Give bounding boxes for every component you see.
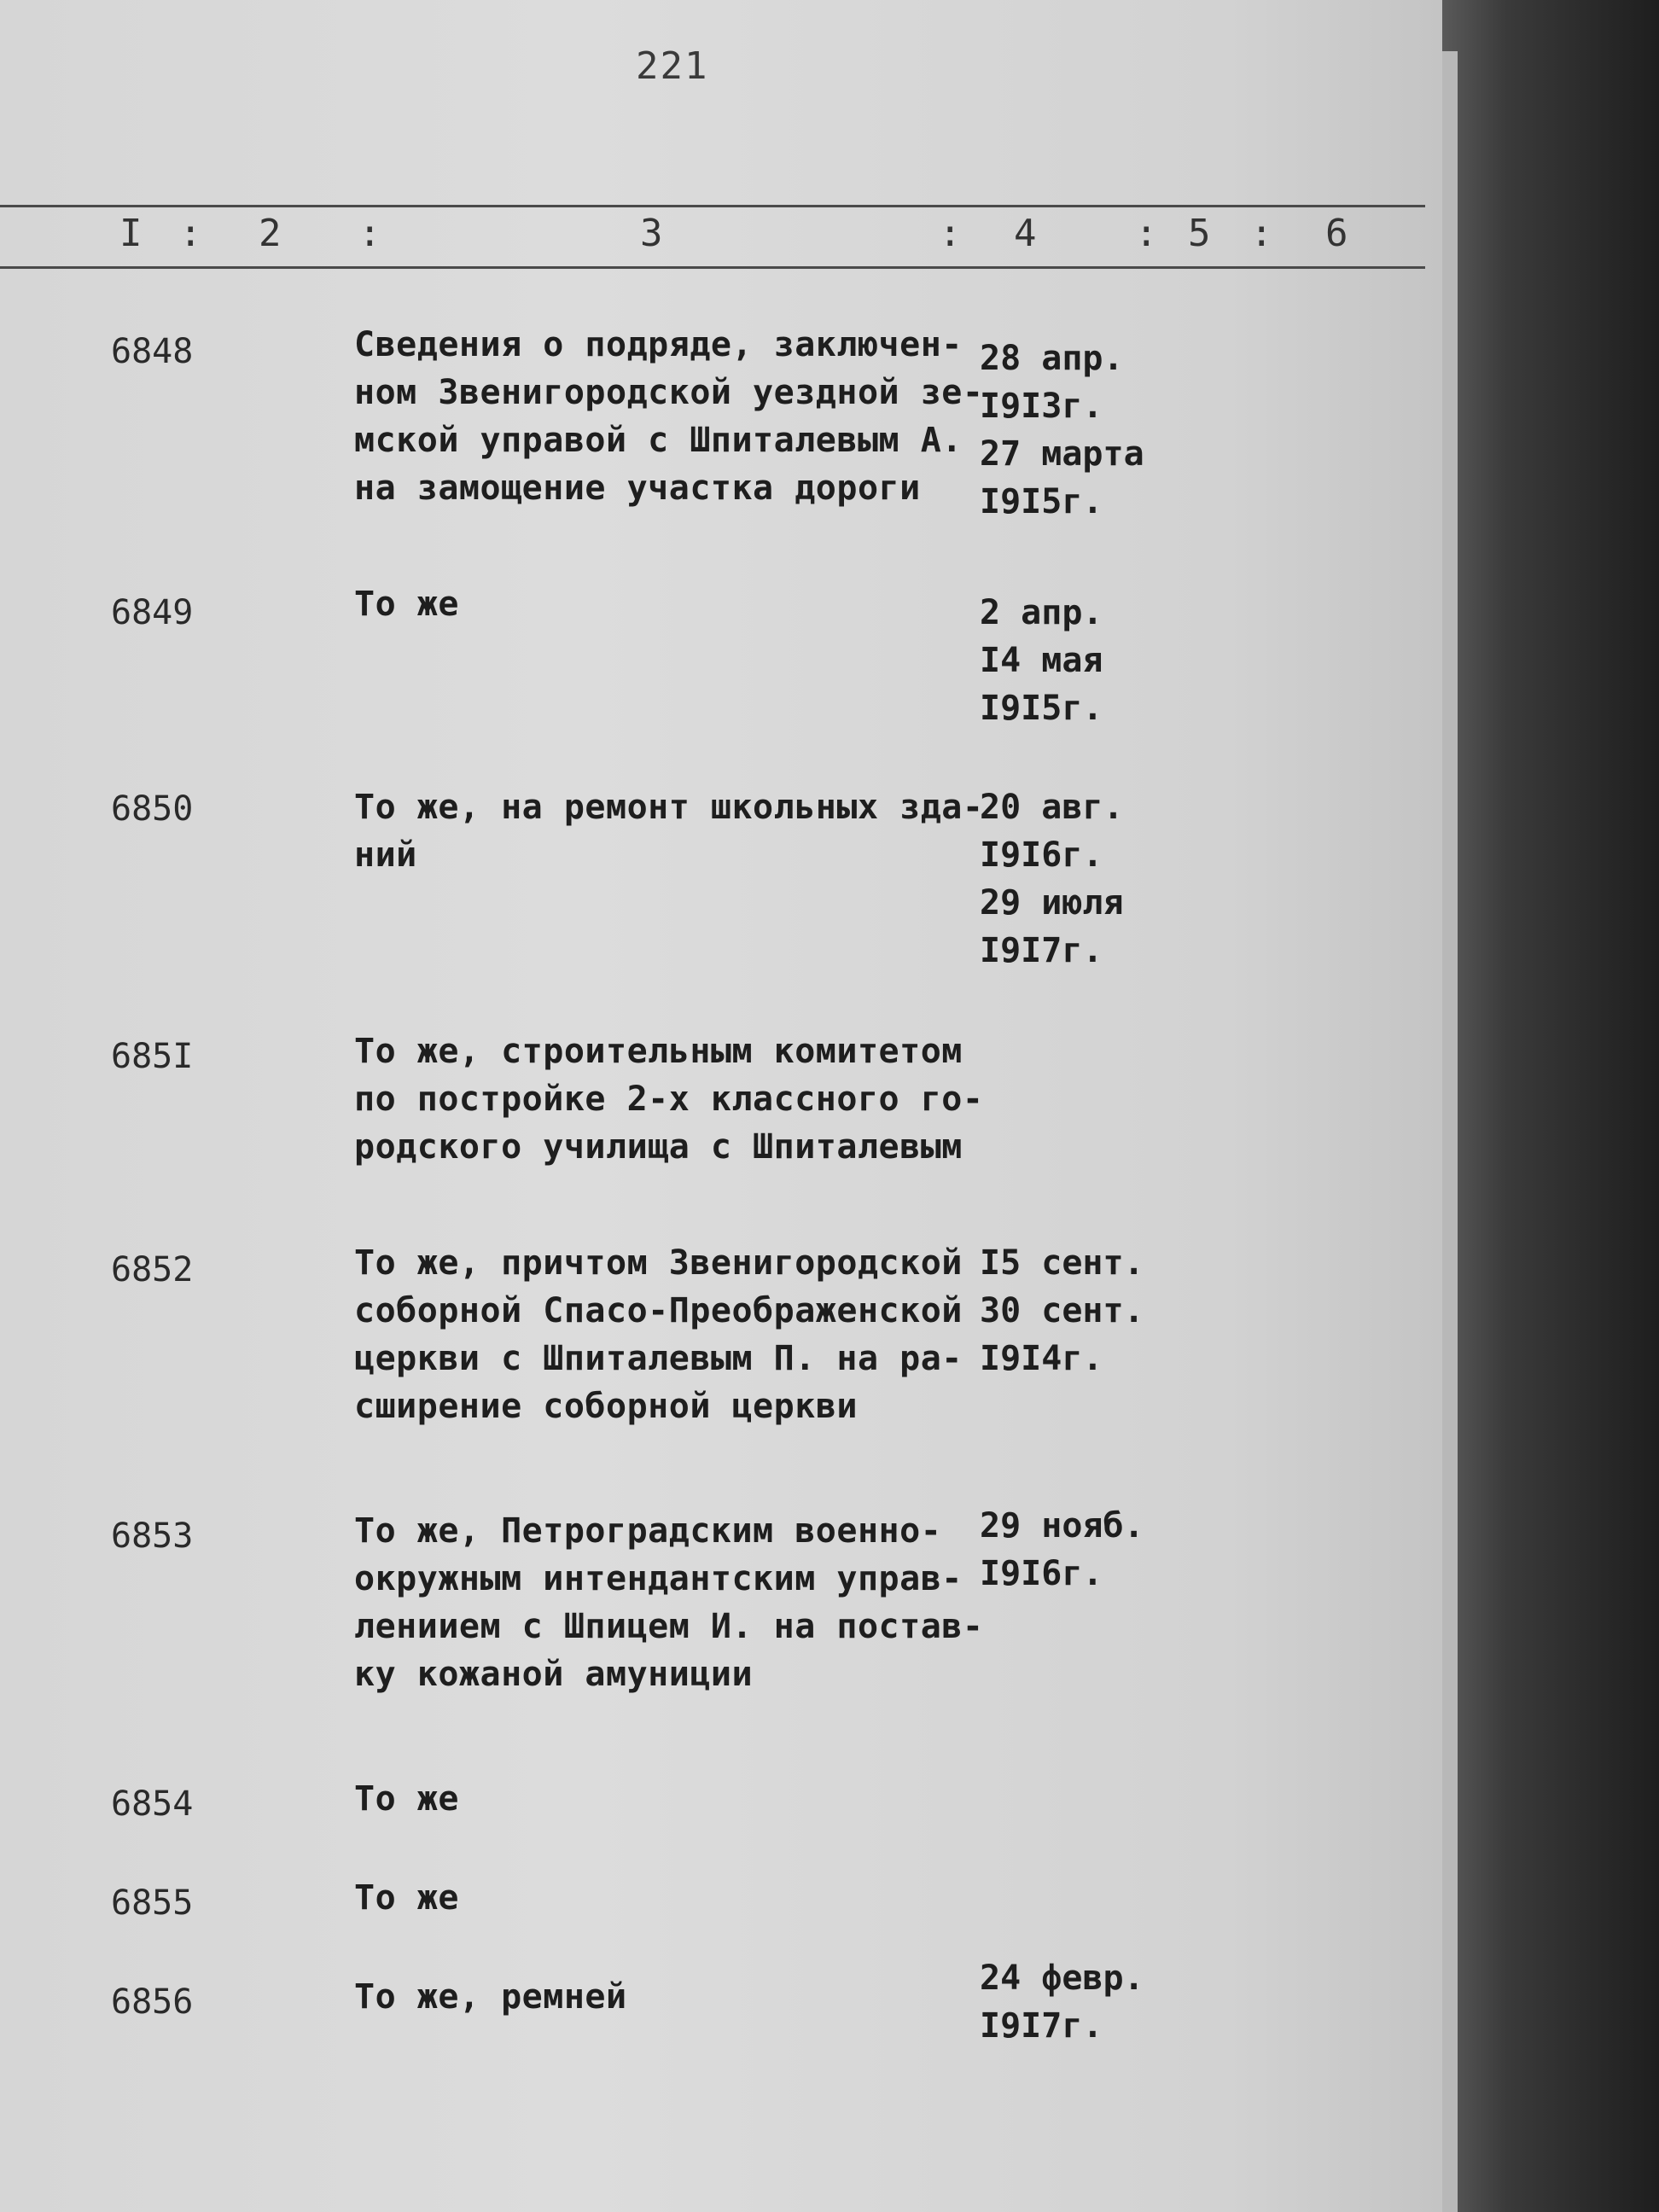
page-shadow-edge	[1442, 0, 1659, 2212]
text-line: 2 апр.	[980, 593, 1103, 632]
entry-dates	[980, 1239, 1144, 1382]
text-line: 30 сент.	[980, 1291, 1144, 1330]
entry-number: 6853	[111, 1516, 194, 1556]
entry-number: 6855	[111, 1883, 194, 1923]
entry-description	[354, 1507, 983, 1698]
entry-number: 6856	[111, 1982, 194, 2022]
text-line: I9I5г.	[980, 689, 1103, 728]
column-header-label: :	[1250, 212, 1273, 255]
text-line: окружным интендантским управ-	[354, 1559, 963, 1598]
header-bottom-rule	[0, 266, 1425, 269]
text-line: То же	[354, 1779, 459, 1819]
entry-description	[354, 783, 983, 879]
page-number: 221	[636, 44, 709, 88]
text-line: мской управой с Шпиталевым А.	[354, 421, 963, 460]
entry-description	[354, 1775, 459, 1823]
text-line: I9I3г.	[980, 387, 1103, 426]
column-header-label: :	[1135, 212, 1158, 255]
text-line: То же, ремней	[354, 1977, 627, 2017]
entry-dates	[980, 335, 1144, 526]
text-line: по постройке 2-х классного го-	[354, 1080, 984, 1119]
text-line: То же, строительным комитетом	[354, 1032, 963, 1071]
page-edge-strip	[1442, 51, 1458, 2212]
entry-description	[354, 580, 459, 628]
text-line: ном Звенигородской уездной зе-	[354, 373, 984, 412]
entry-description	[354, 321, 983, 512]
text-line: То же	[354, 1878, 459, 1918]
column-header-label: I	[119, 212, 143, 255]
text-line: I9I7г.	[980, 931, 1103, 970]
entry-dates	[980, 589, 1103, 732]
entry-description	[354, 1874, 459, 1922]
column-header-label: 5	[1188, 212, 1211, 255]
text-line: 29 нояб.	[980, 1506, 1144, 1545]
column-header-label: :	[358, 212, 381, 255]
entry-description	[354, 1239, 963, 1430]
text-line: 27 марта	[980, 434, 1144, 474]
text-line: 28 апр.	[980, 339, 1124, 378]
column-header-label: 4	[1014, 212, 1037, 255]
column-header-label: 2	[259, 212, 282, 255]
entry-dates	[980, 1502, 1144, 1598]
entry-description	[354, 1027, 983, 1171]
text-line: на замощение участка дороги	[354, 469, 921, 508]
column-header-label: :	[179, 212, 202, 255]
text-line: I9I6г.	[980, 1554, 1103, 1593]
text-line: ний	[354, 835, 417, 875]
text-line: Сведения о подряде, заключен-	[354, 325, 963, 364]
text-line: I4 мая	[980, 641, 1103, 680]
text-line: церкви с Шпиталевым П. на ра-	[354, 1339, 963, 1378]
text-line: I5 сент.	[980, 1243, 1144, 1283]
text-line: ку кожаной амуниции	[354, 1655, 754, 1694]
entry-number: 685I	[111, 1037, 194, 1076]
entry-description	[354, 1973, 627, 2021]
text-line: соборной Спасо-Преображенской	[354, 1291, 963, 1330]
text-line: родского училища с Шпиталевым	[354, 1127, 963, 1167]
text-line: 24 февр.	[980, 1959, 1144, 1998]
entry-number: 6852	[111, 1250, 194, 1289]
entry-number: 6849	[111, 593, 194, 632]
entry-number: 6854	[111, 1784, 194, 1824]
text-line: То же, причтом Звенигородской	[354, 1243, 963, 1283]
text-line: То же, Петроградским военно-	[354, 1511, 942, 1551]
text-line: I9I6г.	[980, 835, 1103, 875]
text-line: I9I5г.	[980, 482, 1103, 521]
text-line: 20 авг.	[980, 788, 1124, 827]
text-line: I9I7г.	[980, 2006, 1103, 2046]
column-header-label: :	[939, 212, 962, 255]
entry-dates	[980, 1954, 1144, 2050]
text-line: 29 июля	[980, 883, 1124, 923]
column-header-label: 3	[640, 212, 663, 255]
entry-number: 6848	[111, 332, 194, 371]
header-top-rule	[0, 205, 1425, 207]
text-line: I9I4г.	[980, 1339, 1103, 1378]
text-line: То же	[354, 585, 459, 624]
text-line: сширение соборной церкви	[354, 1387, 858, 1426]
column-header-label: 6	[1325, 212, 1348, 255]
entry-dates	[980, 783, 1124, 975]
text-line: лениием с Шпицем И. на постав-	[354, 1607, 984, 1646]
entry-number: 6850	[111, 789, 194, 829]
text-line: То же, на ремонт школьных зда-	[354, 788, 984, 827]
